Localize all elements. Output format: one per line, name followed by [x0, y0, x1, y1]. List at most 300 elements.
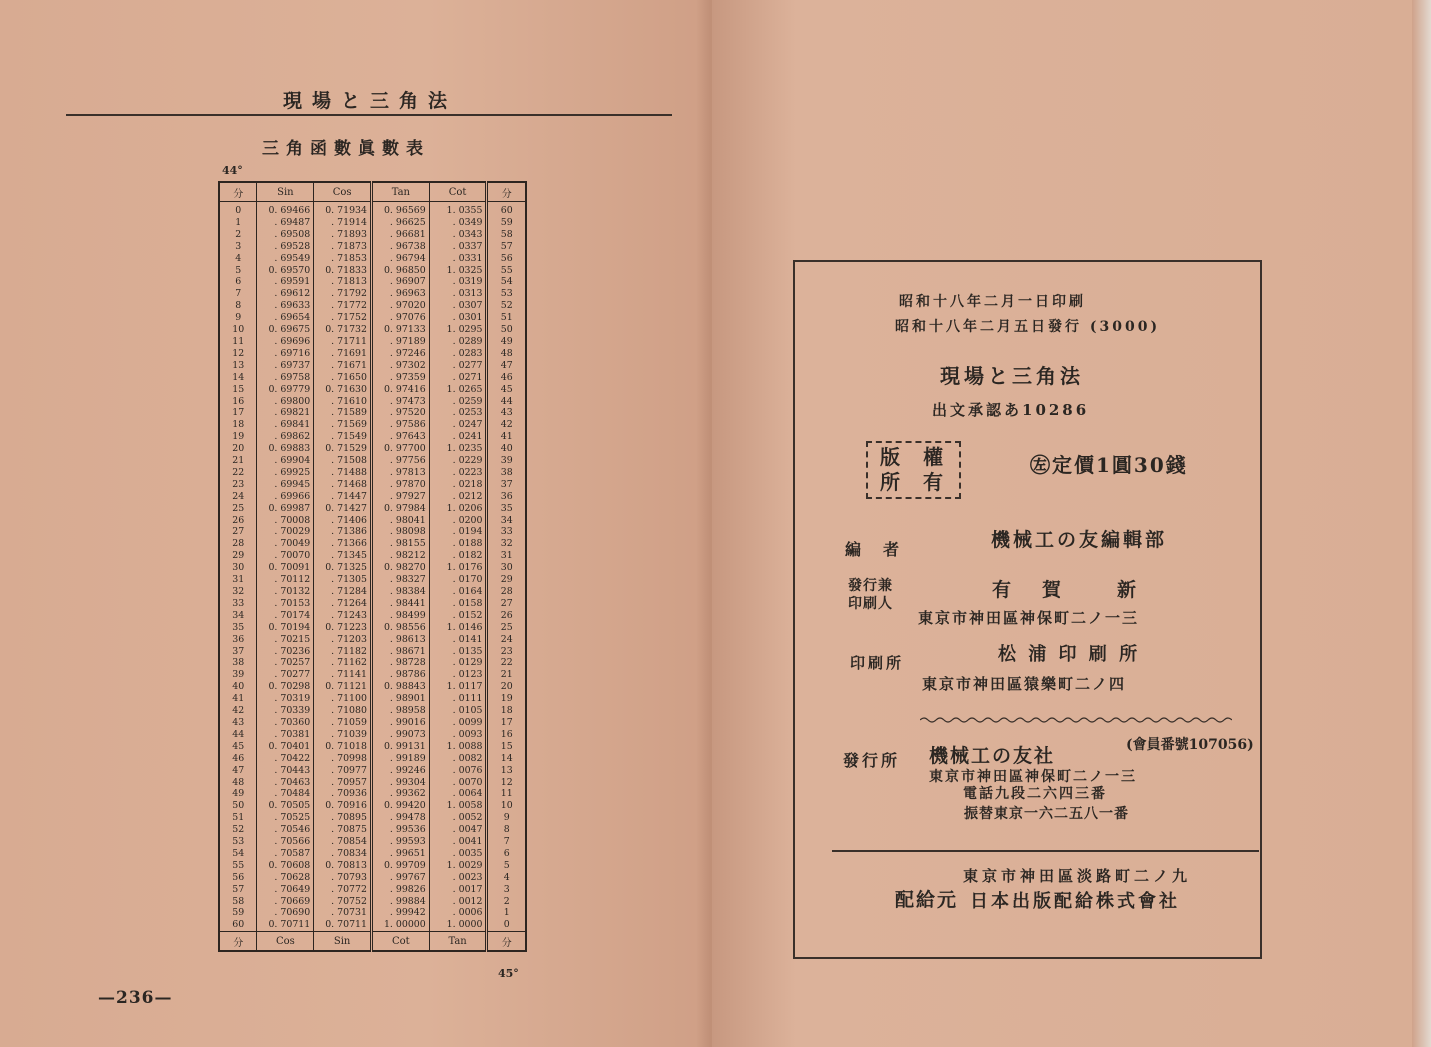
issuer-phone: 電話九段二六四三番 — [963, 786, 1107, 802]
minute-cell: 14 — [219, 372, 257, 384]
sin-cell: . 69904 — [257, 455, 314, 467]
cos-cell: . 71508 — [314, 455, 372, 467]
tan-cell: . 99767 — [371, 872, 429, 884]
cot-cell: . 0012 — [429, 896, 487, 908]
footer-cell: Tan — [429, 932, 487, 952]
tan-cell: . 96963 — [371, 288, 429, 300]
table-row — [219, 443, 526, 455]
table-row — [219, 479, 526, 491]
distributor-address: 東京市神田區淡路町二ノ九 — [963, 867, 1192, 885]
minute-complement-cell: 18 — [487, 705, 526, 717]
cot-cell: . 0289 — [429, 336, 487, 348]
sin-cell: . 70008 — [257, 515, 314, 527]
table-row — [219, 777, 526, 789]
minute-complement-cell: 30 — [487, 562, 526, 574]
table-row — [219, 753, 526, 765]
minute-complement-cell: 54 — [487, 276, 526, 288]
cot-cell: . 0218 — [429, 479, 487, 491]
table-row — [219, 312, 526, 324]
tan-cell: . 97756 — [371, 455, 429, 467]
table-footer-row — [219, 932, 526, 952]
cos-cell: . 71893 — [314, 229, 372, 241]
cos-cell: . 71080 — [314, 705, 372, 717]
sin-cell: . 69696 — [257, 336, 314, 348]
table-row — [219, 526, 526, 538]
table-row — [219, 431, 526, 443]
sin-cell: . 69841 — [257, 419, 314, 431]
minute-cell: 43 — [219, 717, 257, 729]
cos-cell: 0. 71325 — [314, 562, 372, 574]
cot-cell: . 0229 — [429, 455, 487, 467]
table-title: 三角函數眞數表 — [262, 139, 430, 159]
table-row — [219, 265, 526, 277]
cot-cell: 1. 0146 — [429, 622, 487, 634]
minute-complement-cell: 23 — [487, 646, 526, 658]
table-row — [219, 372, 526, 384]
issue-date: 昭和十八年二月五日發行 (3000) — [895, 319, 1161, 335]
minute-cell: 0 — [219, 202, 257, 217]
cos-cell: 0. 71529 — [314, 443, 372, 455]
cos-cell: . 71772 — [314, 300, 372, 312]
tan-cell: 0. 99131 — [371, 741, 429, 753]
page-number: —236— — [98, 988, 173, 1008]
cot-cell: . 0152 — [429, 610, 487, 622]
approval-number: 出文承認あ10286 — [932, 401, 1090, 419]
sin-cell: . 69925 — [257, 467, 314, 479]
table-row — [219, 538, 526, 550]
sin-cell: 0. 70194 — [257, 622, 314, 634]
minute-cell: 30 — [219, 562, 257, 574]
minute-complement-cell: 15 — [487, 741, 526, 753]
cot-cell: . 0307 — [429, 300, 487, 312]
sin-cell: . 70628 — [257, 872, 314, 884]
minute-complement-cell: 22 — [487, 657, 526, 669]
cot-cell: 1. 0355 — [429, 202, 487, 217]
cot-cell: . 0129 — [429, 657, 487, 669]
tan-cell: . 98327 — [371, 574, 429, 586]
tan-cell: . 98098 — [371, 526, 429, 538]
table-row — [219, 229, 526, 241]
tan-cell: . 98499 — [371, 610, 429, 622]
minute-cell: 4 — [219, 253, 257, 265]
minute-complement-cell: 21 — [487, 669, 526, 681]
minute-complement-cell: 35 — [487, 503, 526, 515]
table-row — [219, 729, 526, 741]
minute-complement-cell: 37 — [487, 479, 526, 491]
minute-complement-cell: 5 — [487, 860, 526, 872]
table-row — [219, 276, 526, 288]
tan-cell: . 97302 — [371, 360, 429, 372]
table-row — [219, 324, 526, 336]
cos-cell: . 71447 — [314, 491, 372, 503]
cot-cell: . 0212 — [429, 491, 487, 503]
table-row — [219, 693, 526, 705]
cot-cell: . 0271 — [429, 372, 487, 384]
cos-cell: . 70834 — [314, 848, 372, 860]
cos-cell: . 70936 — [314, 788, 372, 800]
minute-complement-cell: 49 — [487, 336, 526, 348]
cos-cell: . 70895 — [314, 812, 372, 824]
minute-cell: 46 — [219, 753, 257, 765]
cot-cell: . 0123 — [429, 669, 487, 681]
table-row — [219, 348, 526, 360]
minute-cell: 42 — [219, 705, 257, 717]
cot-cell: . 0023 — [429, 872, 487, 884]
minute-complement-cell: 13 — [487, 765, 526, 777]
cos-cell: . 71182 — [314, 646, 372, 658]
cot-cell: . 0164 — [429, 586, 487, 598]
publisher-address: 東京市神田區神保町二ノ一三 — [918, 609, 1140, 627]
price: ㊧定價1圓30錢 — [1030, 453, 1188, 477]
cos-cell: . 71853 — [314, 253, 372, 265]
sin-cell: . 70422 — [257, 753, 314, 765]
tan-cell: . 98041 — [371, 515, 429, 527]
tan-cell: . 99536 — [371, 824, 429, 836]
cos-cell: . 71873 — [314, 241, 372, 253]
sin-cell: . 70049 — [257, 538, 314, 550]
tan-cell: . 98384 — [371, 586, 429, 598]
cot-cell: 1. 0235 — [429, 443, 487, 455]
minute-complement-cell: 24 — [487, 634, 526, 646]
sin-cell: . 70174 — [257, 610, 314, 622]
minute-cell: 1 — [219, 217, 257, 229]
cos-cell: . 71589 — [314, 407, 372, 419]
minute-cell: 10 — [219, 324, 257, 336]
editor-name: 機械工の友編輯部 — [991, 529, 1168, 551]
sin-cell: . 70319 — [257, 693, 314, 705]
minute-complement-cell: 45 — [487, 384, 526, 396]
cot-cell: . 0064 — [429, 788, 487, 800]
sin-cell: 0. 69570 — [257, 265, 314, 277]
print-date: 昭和十八年二月一日印刷 — [899, 294, 1086, 310]
printer-label: 印刷所 — [850, 654, 905, 672]
table-row — [219, 241, 526, 253]
cos-cell: . 71345 — [314, 550, 372, 562]
publisher-name: 有 賀 新 — [992, 579, 1143, 601]
tan-cell: . 98441 — [371, 598, 429, 610]
cot-cell: 1. 0029 — [429, 860, 487, 872]
member-number: (會員番號107056) — [1126, 737, 1254, 753]
tan-cell: . 97927 — [371, 491, 429, 503]
minute-cell: 50 — [219, 800, 257, 812]
tan-cell: . 96907 — [371, 276, 429, 288]
minute-complement-cell: 2 — [487, 896, 526, 908]
sin-cell: . 69508 — [257, 229, 314, 241]
minute-cell: 9 — [219, 312, 257, 324]
minute-cell: 17 — [219, 407, 257, 419]
minute-cell: 20 — [219, 443, 257, 455]
tan-cell: 0. 97700 — [371, 443, 429, 455]
sin-cell: 0. 69987 — [257, 503, 314, 515]
minute-complement-cell: 34 — [487, 515, 526, 527]
table-row — [219, 455, 526, 467]
tan-cell: . 98786 — [371, 669, 429, 681]
degree-top-label: 44° — [222, 164, 243, 177]
tan-cell: 0. 97133 — [371, 324, 429, 336]
cos-cell: . 71100 — [314, 693, 372, 705]
publisher-label-1: 發行兼 — [848, 578, 893, 594]
sin-cell: . 69528 — [257, 241, 314, 253]
cot-cell: . 0135 — [429, 646, 487, 658]
minute-cell: 52 — [219, 824, 257, 836]
editor-label: 編 者 — [845, 540, 903, 559]
tan-cell: . 99478 — [371, 812, 429, 824]
sin-cell: . 70484 — [257, 788, 314, 800]
minute-cell: 56 — [219, 872, 257, 884]
minute-cell: 57 — [219, 884, 257, 896]
cot-cell: . 0006 — [429, 907, 487, 919]
minute-cell: 15 — [219, 384, 257, 396]
minute-cell: 13 — [219, 360, 257, 372]
cot-cell: 1. 0325 — [429, 265, 487, 277]
cos-cell: . 71650 — [314, 372, 372, 384]
cos-cell: . 71039 — [314, 729, 372, 741]
minute-complement-cell: 57 — [487, 241, 526, 253]
sin-cell: 0. 70608 — [257, 860, 314, 872]
table-row — [219, 288, 526, 300]
cos-cell: . 71813 — [314, 276, 372, 288]
minute-complement-cell: 55 — [487, 265, 526, 277]
tan-cell: . 96738 — [371, 241, 429, 253]
minute-cell: 23 — [219, 479, 257, 491]
tan-cell: . 97076 — [371, 312, 429, 324]
table-row — [219, 705, 526, 717]
tan-cell: . 97870 — [371, 479, 429, 491]
copyright-line-1: 版 權 — [880, 445, 951, 469]
minute-cell: 53 — [219, 836, 257, 848]
cot-cell: . 0194 — [429, 526, 487, 538]
table-row — [219, 765, 526, 777]
cot-cell: . 0343 — [429, 229, 487, 241]
cot-cell: 1. 0295 — [429, 324, 487, 336]
table-row — [219, 646, 526, 658]
sin-cell: . 70215 — [257, 634, 314, 646]
copyright-line-2: 所 有 — [880, 470, 951, 494]
cot-cell: . 0200 — [429, 515, 487, 527]
cos-cell: . 70752 — [314, 896, 372, 908]
table-row — [219, 384, 526, 396]
minute-complement-cell: 33 — [487, 526, 526, 538]
cos-cell: 0. 71732 — [314, 324, 372, 336]
sin-cell: . 70257 — [257, 657, 314, 669]
cos-cell: . 70731 — [314, 907, 372, 919]
minute-complement-cell: 26 — [487, 610, 526, 622]
sin-cell: . 69862 — [257, 431, 314, 443]
table-row — [219, 419, 526, 431]
tan-cell: . 97246 — [371, 348, 429, 360]
wavy-divider — [920, 716, 1232, 724]
tan-cell: . 99884 — [371, 896, 429, 908]
cot-cell: 1. 0000 — [429, 919, 487, 931]
distributor-name: 日本出版配給株式會社 — [970, 891, 1180, 912]
sin-cell: . 70566 — [257, 836, 314, 848]
cos-cell: . 70875 — [314, 824, 372, 836]
cos-cell: . 71691 — [314, 348, 372, 360]
minute-cell: 45 — [219, 741, 257, 753]
cos-cell: . 71059 — [314, 717, 372, 729]
table-row — [219, 610, 526, 622]
cos-cell: . 71792 — [314, 288, 372, 300]
minute-complement-cell: 52 — [487, 300, 526, 312]
minute-complement-cell: 51 — [487, 312, 526, 324]
minute-cell: 27 — [219, 526, 257, 538]
header-rule — [66, 114, 672, 116]
minute-cell: 25 — [219, 503, 257, 515]
sin-cell: . 70690 — [257, 907, 314, 919]
sin-cell: . 69737 — [257, 360, 314, 372]
table-row — [219, 836, 526, 848]
sin-cell: 0. 70505 — [257, 800, 314, 812]
cot-cell: . 0141 — [429, 634, 487, 646]
cos-cell: . 71610 — [314, 396, 372, 408]
cot-cell: . 0182 — [429, 550, 487, 562]
minute-complement-cell: 56 — [487, 253, 526, 265]
table-row — [219, 788, 526, 800]
minute-cell: 18 — [219, 419, 257, 431]
minute-cell: 40 — [219, 681, 257, 693]
minute-complement-cell: 12 — [487, 777, 526, 789]
cos-cell: . 71671 — [314, 360, 372, 372]
tan-cell: 0. 99709 — [371, 860, 429, 872]
minute-cell: 11 — [219, 336, 257, 348]
trig-table — [218, 181, 527, 952]
sin-cell: . 70546 — [257, 824, 314, 836]
tan-cell: . 99593 — [371, 836, 429, 848]
sin-cell: 0. 69779 — [257, 384, 314, 396]
minute-complement-cell: 19 — [487, 693, 526, 705]
table-row — [219, 884, 526, 896]
cot-cell: . 0259 — [429, 396, 487, 408]
table-row — [219, 336, 526, 348]
tan-cell: . 97813 — [371, 467, 429, 479]
minute-cell: 12 — [219, 348, 257, 360]
minute-complement-cell: 29 — [487, 574, 526, 586]
cot-cell: . 0247 — [429, 419, 487, 431]
cos-cell: . 71162 — [314, 657, 372, 669]
minute-cell: 39 — [219, 669, 257, 681]
tan-cell: . 96794 — [371, 253, 429, 265]
minute-complement-cell: 27 — [487, 598, 526, 610]
cos-cell: 0. 71934 — [314, 202, 372, 217]
cot-cell: . 0047 — [429, 824, 487, 836]
sin-cell: 0. 70401 — [257, 741, 314, 753]
minute-complement-cell: 38 — [487, 467, 526, 479]
tan-cell: . 99016 — [371, 717, 429, 729]
sin-cell: 0. 70091 — [257, 562, 314, 574]
table-row — [219, 491, 526, 503]
cot-cell: . 0223 — [429, 467, 487, 479]
minute-complement-cell: 10 — [487, 800, 526, 812]
sin-cell: . 70587 — [257, 848, 314, 860]
tan-cell: 0. 97984 — [371, 503, 429, 515]
table-row — [219, 657, 526, 669]
minute-complement-cell: 9 — [487, 812, 526, 824]
minute-complement-cell: 40 — [487, 443, 526, 455]
cot-cell: . 0017 — [429, 884, 487, 896]
issuer-label: 發行所 — [843, 751, 901, 770]
cos-cell: 0. 71223 — [314, 622, 372, 634]
minute-cell: 38 — [219, 657, 257, 669]
minute-complement-cell: 4 — [487, 872, 526, 884]
cot-cell: . 0111 — [429, 693, 487, 705]
tan-cell: 0. 96850 — [371, 265, 429, 277]
footer-cell: Cos — [257, 932, 314, 952]
table-row — [219, 396, 526, 408]
tan-cell: . 97473 — [371, 396, 429, 408]
minute-cell: 32 — [219, 586, 257, 598]
table-row — [219, 812, 526, 824]
sin-cell: . 69654 — [257, 312, 314, 324]
sin-cell: . 69549 — [257, 253, 314, 265]
sin-cell: 0. 70298 — [257, 681, 314, 693]
cos-cell: 0. 71630 — [314, 384, 372, 396]
minute-cell: 59 — [219, 907, 257, 919]
tan-cell: . 98155 — [371, 538, 429, 550]
publisher-label-2: 印刷人 — [848, 596, 893, 612]
sin-cell: 0. 69675 — [257, 324, 314, 336]
tan-cell: . 99942 — [371, 907, 429, 919]
minute-complement-cell: 25 — [487, 622, 526, 634]
minute-cell: 21 — [219, 455, 257, 467]
cos-cell: 0. 71833 — [314, 265, 372, 277]
cot-cell: . 0041 — [429, 836, 487, 848]
footer-cell: 分 — [487, 932, 526, 952]
cos-cell: . 71488 — [314, 467, 372, 479]
minute-cell: 47 — [219, 765, 257, 777]
sin-cell: . 70236 — [257, 646, 314, 658]
tan-cell: . 98728 — [371, 657, 429, 669]
sin-cell: . 70669 — [257, 896, 314, 908]
minute-complement-cell: 7 — [487, 836, 526, 848]
tan-cell: . 96625 — [371, 217, 429, 229]
tan-cell: . 97189 — [371, 336, 429, 348]
cot-cell: 1. 0206 — [429, 503, 487, 515]
sin-cell: . 70649 — [257, 884, 314, 896]
minute-complement-cell: 16 — [487, 729, 526, 741]
table-row — [219, 634, 526, 646]
degree-bottom-label: 45° — [498, 967, 519, 980]
tan-cell: . 96681 — [371, 229, 429, 241]
minute-complement-cell: 59 — [487, 217, 526, 229]
table-header-row — [219, 182, 526, 202]
tan-cell: 0. 98556 — [371, 622, 429, 634]
tan-cell: . 98958 — [371, 705, 429, 717]
cot-cell: . 0093 — [429, 729, 487, 741]
header-cell: Cos — [314, 182, 372, 202]
cot-cell: . 0313 — [429, 288, 487, 300]
cot-cell: . 0253 — [429, 407, 487, 419]
minute-cell: 24 — [219, 491, 257, 503]
cos-cell: . 71305 — [314, 574, 372, 586]
minute-cell: 37 — [219, 646, 257, 658]
cos-cell: . 71264 — [314, 598, 372, 610]
tan-cell: 0. 96569 — [371, 202, 429, 217]
cos-cell: . 70793 — [314, 872, 372, 884]
minute-cell: 22 — [219, 467, 257, 479]
tan-cell: . 97520 — [371, 407, 429, 419]
tan-cell: . 97586 — [371, 419, 429, 431]
minute-cell: 31 — [219, 574, 257, 586]
tan-cell: . 99826 — [371, 884, 429, 896]
cot-cell: . 0082 — [429, 753, 487, 765]
minute-complement-cell: 17 — [487, 717, 526, 729]
tan-cell: 0. 99420 — [371, 800, 429, 812]
sin-cell: . 70132 — [257, 586, 314, 598]
tan-cell: 1. 00000 — [371, 919, 429, 931]
minute-complement-cell: 50 — [487, 324, 526, 336]
cos-cell: . 71569 — [314, 419, 372, 431]
sin-cell: . 69487 — [257, 217, 314, 229]
